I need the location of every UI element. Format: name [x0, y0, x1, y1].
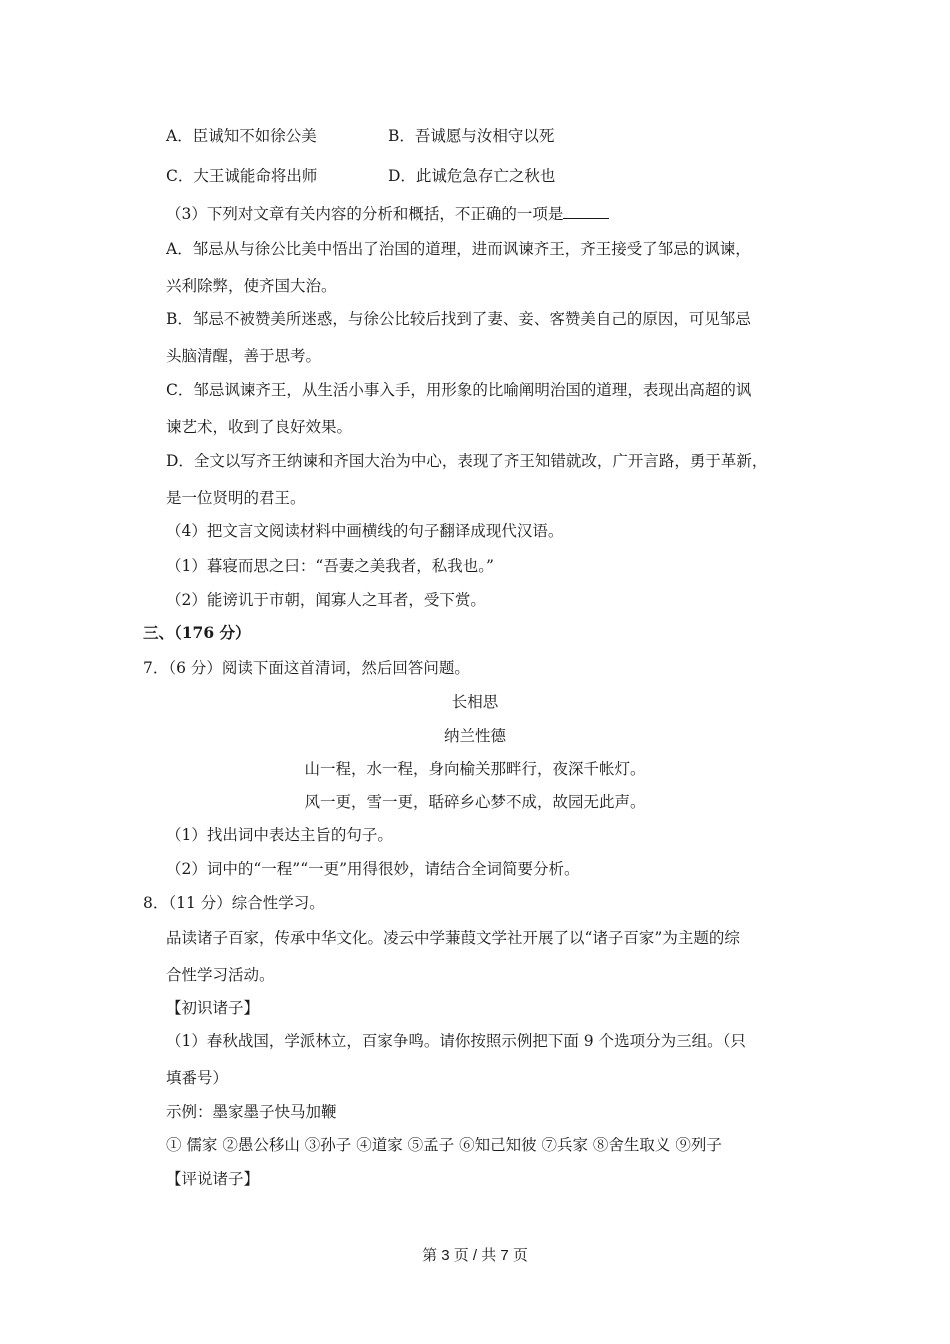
page-footer: 第 3 页 / 共 7 页: [422, 1247, 528, 1264]
q6-part3-option-a-line1: A．邹忌从与徐公比美中悟出了治国的道理，进而讽谏齐王，齐王接受了邹忌的讽谏，: [166, 240, 751, 258]
q8-intro-line2: 合性学习活动。: [166, 966, 275, 984]
q6-part3-option-c-line1: C．邹忌讽谏齐王，从生活小事入手，用形象的比喻阐明治国的道理，表现出高超的讽: [166, 381, 752, 399]
q7-stem: 7．（6 分）阅读下面这首清词，然后回答问题。: [143, 659, 470, 677]
q6-part4-sentence-2: （2）能谤讥于市朝，闻寡人之耳者，受下赏。: [166, 591, 486, 609]
q8-example: 示例：墨家墨子快马加鞭: [166, 1103, 337, 1121]
q8-intro-line1: 品读诸子百家，传承中华文化。凌云中学蒹葭文学社开展了以“诸子百家”为主题的综: [166, 929, 740, 947]
q7-part2: （2）词中的“一程”“一更”用得很妙，请结合全词简要分析。: [166, 860, 580, 878]
q8-section-2-heading: 【评说诸子】: [166, 1170, 260, 1188]
q6-option-d: D．此诚危急存亡之秋也: [388, 167, 556, 185]
q6-part3-stem-text: （3）下列对文章有关内容的分析和概括，不正确的一项是: [166, 205, 564, 223]
q8-part1-line2: 填番号）: [166, 1069, 229, 1087]
q6-option-c: C．大王诚能命将出师: [166, 167, 318, 185]
q6-part3-option-a-line2: 兴利除弊，使齐国大治。: [166, 277, 337, 295]
poem-author: 纳兰性德: [443, 727, 506, 745]
q8-stem: 8．（11 分）综合性学习。: [143, 894, 325, 912]
q8-part1-line1: （1）春秋战国，学派林立，百家争鸣。请你按照示例把下面 9 个选项分为三组。（只: [166, 1032, 746, 1050]
q6-part4-sentence-1: （1）暮寝而思之曰：“吾妻之美我者，私我也。”: [166, 557, 494, 575]
answer-blank: [563, 204, 609, 219]
poem-title: 长相思: [451, 693, 499, 711]
q8-section-1-heading: 【初识诸子】: [166, 999, 260, 1017]
q6-part3-option-c-line2: 谏艺术，收到了良好效果。: [166, 418, 353, 436]
q6-part3-option-b-line2: 头脑清醒，善于思考。: [166, 347, 322, 365]
q6-part3-option-b-line1: B．邹忌不被赞美所迷惑，与徐公比较后找到了妻、妾、客赞美自己的原因，可见邹忌: [166, 310, 751, 328]
q6-part3-option-d-line2: 是一位贤明的君王。: [166, 489, 306, 507]
q6-option-a: A．臣诚知不如徐公美: [166, 127, 317, 145]
poem-line-2: 风一更，雪一更，聒碎乡心梦不成，故园无此声。: [304, 793, 646, 811]
q8-options: ① 儒家 ②愚公移山 ③孙子 ④道家 ⑤孟子 ⑥知己知彼 ⑦兵家 ⑧舍生取义 ⑨列子: [166, 1136, 722, 1154]
q7-part1: （1）找出词中表达主旨的句子。: [166, 826, 393, 844]
section-heading: 三、（176 分）: [143, 623, 251, 642]
q6-part4-stem: （4）把文言文阅读材料中画横线的句子翻译成现代汉语。: [166, 522, 564, 540]
poem-line-1: 山一程，水一程，身向榆关那畔行，夜深千帐灯。: [304, 760, 646, 778]
q6-part3-option-d-line1: D．全文以写齐王纳谏和齐国大治为中心，表现了齐王知错就改，广开言路，勇于革新，: [166, 452, 768, 470]
q6-part3-stem: [166, 204, 609, 224]
q6-option-b: B．吾诚愿与汝相守以死: [388, 127, 555, 145]
